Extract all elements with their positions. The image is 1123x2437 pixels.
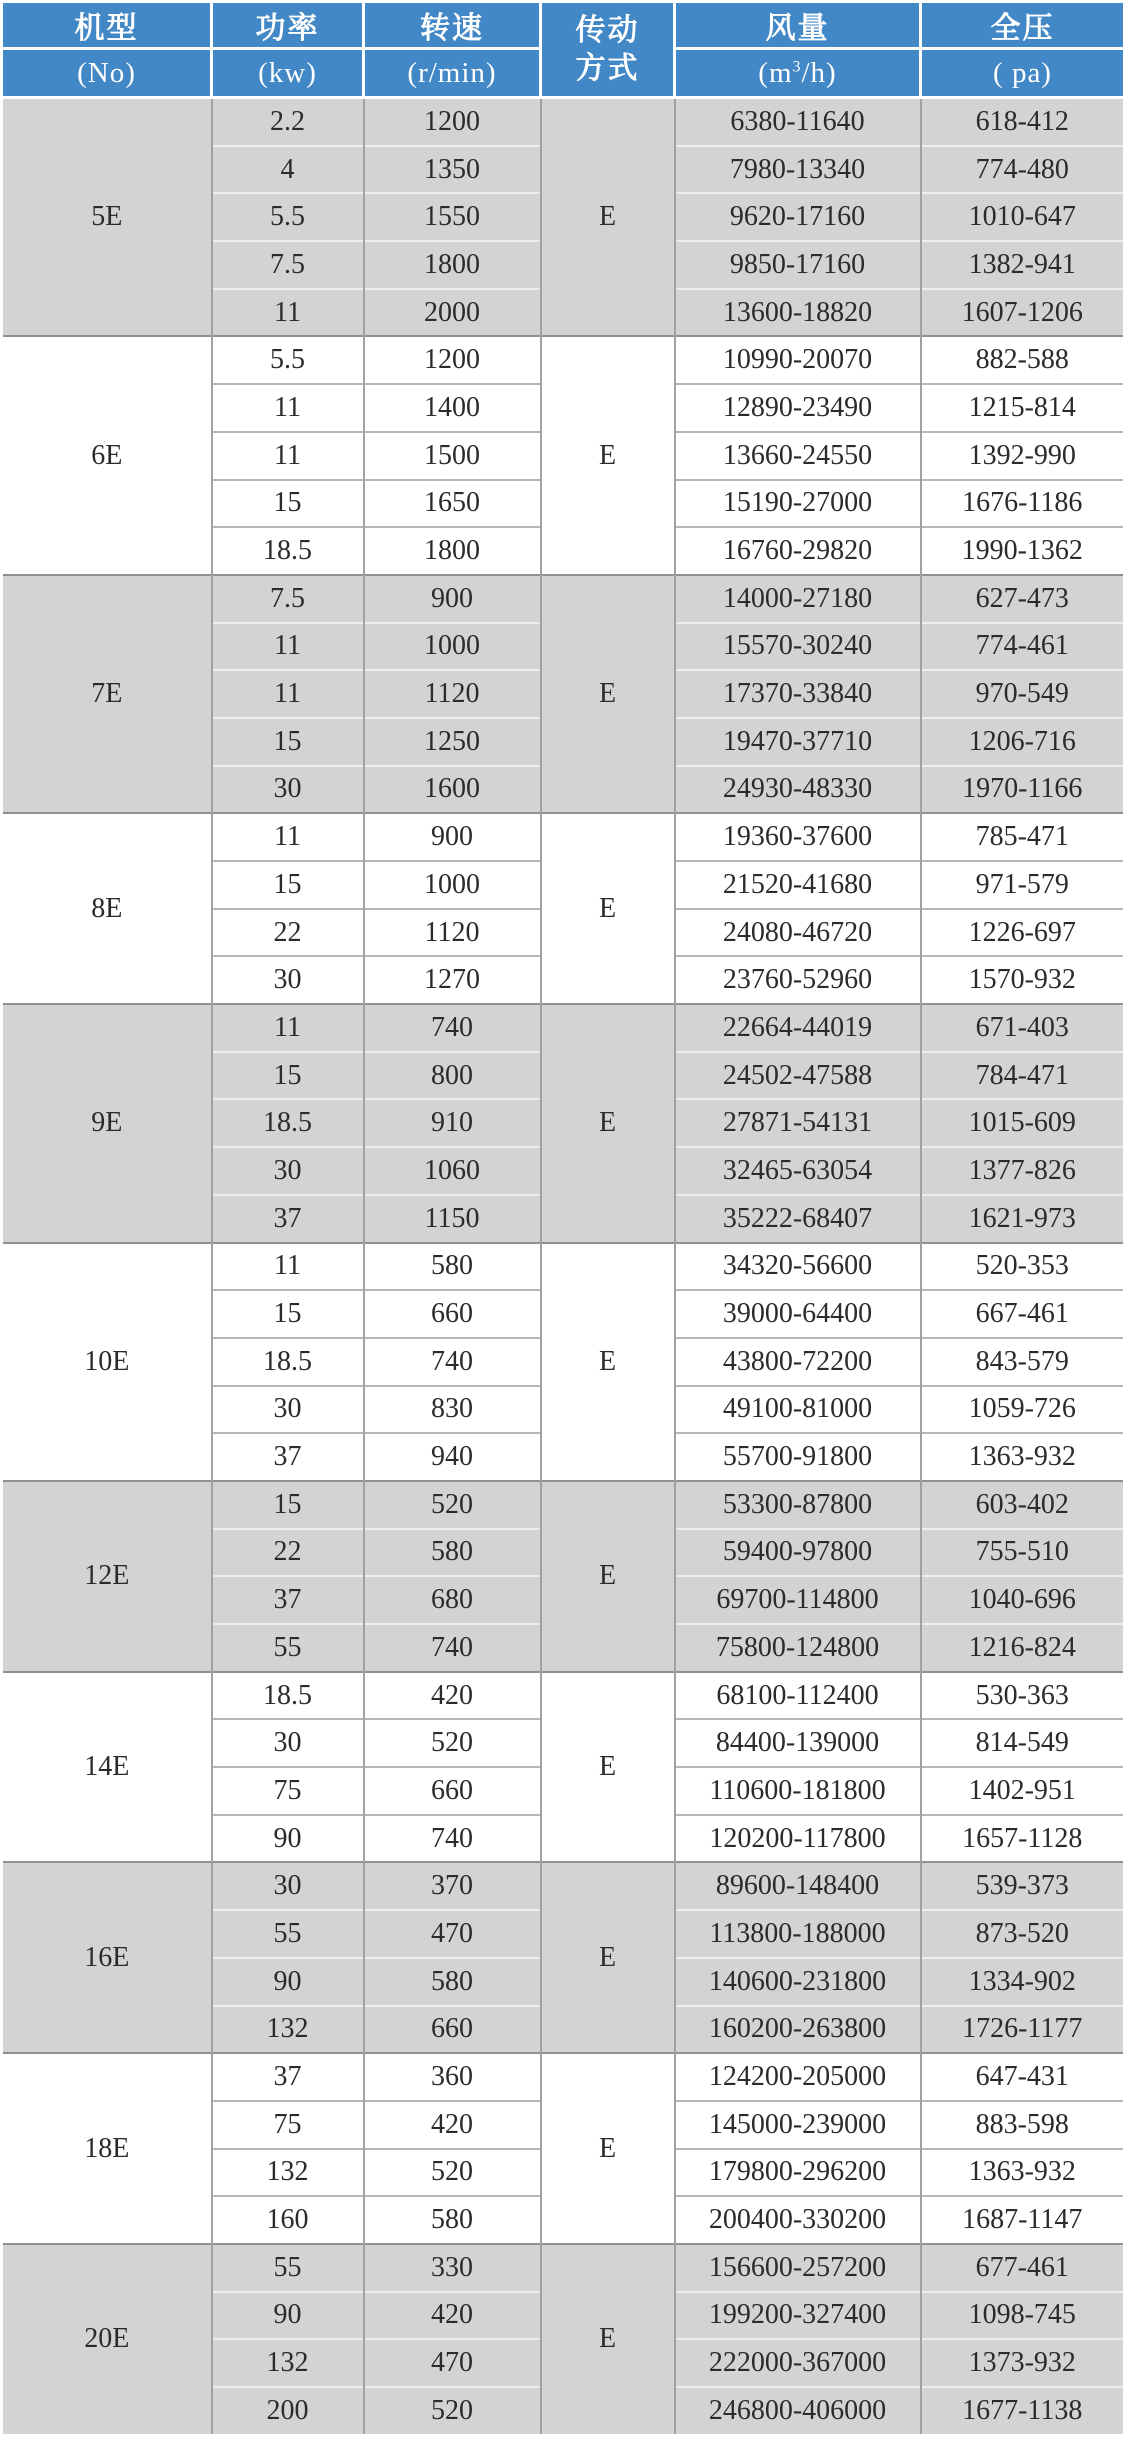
cell-speed: 900 — [364, 575, 541, 623]
table-row — [2, 1243, 1123, 1291]
cell-pressure: 667-461 — [921, 1290, 1123, 1338]
cell-pressure: 882-588 — [921, 336, 1123, 384]
cell-airflow: 32465-63054 — [675, 1147, 921, 1195]
cell-speed: 370 — [364, 1862, 541, 1910]
cell-power: 4 — [212, 146, 364, 194]
cell-airflow: 34320-56600 — [675, 1243, 921, 1291]
cell-power: 11 — [212, 289, 364, 337]
cell-power: 37 — [212, 1433, 364, 1481]
header-power: 功率 — [212, 2, 364, 49]
cell-power: 55 — [212, 1624, 364, 1672]
cell-speed: 1150 — [364, 1195, 541, 1243]
cell-power: 11 — [212, 623, 364, 671]
cell-power: 200 — [212, 2387, 364, 2435]
cell-power: 11 — [212, 384, 364, 432]
cell-power: 5.5 — [212, 336, 364, 384]
cell-pressure: 1215-814 — [921, 384, 1123, 432]
cell-power: 11 — [212, 432, 364, 480]
cell-speed: 1270 — [364, 956, 541, 1004]
cell-pressure: 1970-1166 — [921, 766, 1123, 814]
cell-power: 18.5 — [212, 1672, 364, 1720]
cell-pressure: 1990-1362 — [921, 527, 1123, 575]
cell-power: 30 — [212, 1386, 364, 1434]
header-speed-unit: (r/min) — [364, 49, 541, 98]
cell-speed: 360 — [364, 2053, 541, 2101]
drive-cell: E — [541, 2244, 675, 2435]
cell-airflow: 39000-64400 — [675, 1290, 921, 1338]
cell-power: 37 — [212, 1576, 364, 1624]
cell-pressure: 784-471 — [921, 1052, 1123, 1100]
cell-airflow: 59400-97800 — [675, 1529, 921, 1577]
cell-airflow: 75800-124800 — [675, 1624, 921, 1672]
cell-pressure: 618-412 — [921, 98, 1123, 146]
cell-speed: 910 — [364, 1099, 541, 1147]
cell-pressure: 627-473 — [921, 575, 1123, 623]
cell-airflow: 89600-148400 — [675, 1862, 921, 1910]
cell-speed: 1500 — [364, 432, 541, 480]
cell-pressure: 1363-932 — [921, 1433, 1123, 1481]
table-row — [2, 2053, 1123, 2101]
cell-speed: 420 — [364, 1672, 541, 1720]
cell-power: 132 — [212, 2006, 364, 2054]
cell-pressure: 774-461 — [921, 623, 1123, 671]
cell-speed: 520 — [364, 2387, 541, 2435]
cell-airflow: 24930-48330 — [675, 766, 921, 814]
cell-airflow: 16760-29820 — [675, 527, 921, 575]
cell-power: 75 — [212, 1767, 364, 1815]
cell-power: 2.2 — [212, 98, 364, 146]
cell-power: 18.5 — [212, 527, 364, 575]
cell-speed: 330 — [364, 2244, 541, 2292]
cell-speed: 520 — [364, 2149, 541, 2197]
cell-airflow: 23760-52960 — [675, 956, 921, 1004]
table-body — [2, 98, 1123, 2436]
cell-pressure: 1402-951 — [921, 1767, 1123, 1815]
cell-speed: 1650 — [364, 480, 541, 528]
drive-cell: E — [541, 336, 675, 574]
cell-power: 30 — [212, 1719, 364, 1767]
cell-pressure: 1226-697 — [921, 909, 1123, 957]
cell-airflow: 15190-27000 — [675, 480, 921, 528]
cell-speed: 1400 — [364, 384, 541, 432]
cell-airflow: 179800-296200 — [675, 2149, 921, 2197]
cell-power: 11 — [212, 1004, 364, 1052]
cell-pressure: 539-373 — [921, 1862, 1123, 1910]
cell-airflow: 6380-11640 — [675, 98, 921, 146]
cell-speed: 1250 — [364, 718, 541, 766]
cell-speed: 1200 — [364, 98, 541, 146]
cell-speed: 580 — [364, 1529, 541, 1577]
cell-power: 7.5 — [212, 241, 364, 289]
cell-power: 90 — [212, 2292, 364, 2340]
cell-power: 22 — [212, 909, 364, 957]
table-row — [2, 336, 1123, 384]
cell-speed: 1120 — [364, 909, 541, 957]
cell-power: 11 — [212, 670, 364, 718]
cell-airflow: 10990-20070 — [675, 336, 921, 384]
cell-speed: 740 — [364, 1004, 541, 1052]
cell-speed: 740 — [364, 1624, 541, 1672]
cell-power: 15 — [212, 1481, 364, 1529]
cell-pressure: 1607-1206 — [921, 289, 1123, 337]
cell-speed: 1350 — [364, 146, 541, 194]
cell-pressure: 1373-932 — [921, 2339, 1123, 2387]
cell-power: 18.5 — [212, 1338, 364, 1386]
cell-airflow: 222000-367000 — [675, 2339, 921, 2387]
table-row — [2, 1481, 1123, 1529]
cell-power: 90 — [212, 1815, 364, 1863]
cell-speed: 1060 — [364, 1147, 541, 1195]
cell-speed: 470 — [364, 2339, 541, 2387]
cell-airflow: 120200-117800 — [675, 1815, 921, 1863]
table-row — [2, 1004, 1123, 1052]
cell-pressure: 1334-902 — [921, 1958, 1123, 2006]
cell-power: 15 — [212, 1290, 364, 1338]
cell-airflow: 55700-91800 — [675, 1433, 921, 1481]
cell-pressure: 785-471 — [921, 813, 1123, 861]
cell-speed: 660 — [364, 1767, 541, 1815]
cell-airflow: 24080-46720 — [675, 909, 921, 957]
table-row — [2, 2244, 1123, 2292]
cell-speed: 470 — [364, 1910, 541, 1958]
cell-airflow: 9850-17160 — [675, 241, 921, 289]
header-drive-line1: 传动 — [576, 14, 640, 47]
cell-airflow: 14000-27180 — [675, 575, 921, 623]
cell-power: 11 — [212, 813, 364, 861]
model-cell: 10E — [2, 1243, 212, 1481]
cell-speed: 2000 — [364, 289, 541, 337]
cell-power: 37 — [212, 1195, 364, 1243]
cell-airflow: 43800-72200 — [675, 1338, 921, 1386]
cell-pressure: 1363-932 — [921, 2149, 1123, 2197]
model-cell: 9E — [2, 1004, 212, 1242]
cell-power: 15 — [212, 718, 364, 766]
cell-pressure: 677-461 — [921, 2244, 1123, 2292]
cell-power: 22 — [212, 1529, 364, 1577]
cell-speed: 580 — [364, 1243, 541, 1291]
cell-power: 30 — [212, 1147, 364, 1195]
cell-power: 132 — [212, 2149, 364, 2197]
cell-airflow: 21520-41680 — [675, 861, 921, 909]
drive-cell: E — [541, 2053, 675, 2244]
table-row — [2, 575, 1123, 623]
cell-speed: 580 — [364, 1958, 541, 2006]
cell-airflow: 35222-68407 — [675, 1195, 921, 1243]
cell-power: 160 — [212, 2196, 364, 2244]
cell-airflow: 19360-37600 — [675, 813, 921, 861]
cell-pressure: 520-353 — [921, 1243, 1123, 1291]
model-cell: 14E — [2, 1672, 212, 1863]
cell-power: 7.5 — [212, 575, 364, 623]
cell-pressure: 1726-1177 — [921, 2006, 1123, 2054]
table-row — [2, 1862, 1123, 1910]
cell-pressure: 530-363 — [921, 1672, 1123, 1720]
header-speed: 转速 — [364, 2, 541, 49]
cell-airflow: 145000-239000 — [675, 2101, 921, 2149]
cell-airflow: 49100-81000 — [675, 1386, 921, 1434]
cell-airflow: 160200-263800 — [675, 2006, 921, 2054]
cell-airflow: 7980-13340 — [675, 146, 921, 194]
cell-speed: 740 — [364, 1338, 541, 1386]
cell-airflow: 12890-23490 — [675, 384, 921, 432]
cell-airflow: 124200-205000 — [675, 2053, 921, 2101]
cell-speed: 740 — [364, 1815, 541, 1863]
cell-airflow: 9620-17160 — [675, 193, 921, 241]
cell-airflow: 110600-181800 — [675, 1767, 921, 1815]
cell-speed: 940 — [364, 1433, 541, 1481]
cell-power: 37 — [212, 2053, 364, 2101]
cell-airflow: 17370-33840 — [675, 670, 921, 718]
drive-cell: E — [541, 813, 675, 1004]
cell-pressure: 1392-990 — [921, 432, 1123, 480]
cell-pressure: 1059-726 — [921, 1386, 1123, 1434]
cell-airflow: 19470-37710 — [675, 718, 921, 766]
cell-pressure: 755-510 — [921, 1529, 1123, 1577]
cell-pressure: 1377-826 — [921, 1147, 1123, 1195]
model-cell: 12E — [2, 1481, 212, 1672]
table-row — [2, 98, 1123, 146]
cell-pressure: 647-431 — [921, 2053, 1123, 2101]
cell-power: 30 — [212, 1862, 364, 1910]
header-drive-line2: 方式 — [576, 52, 640, 85]
cell-power: 15 — [212, 1052, 364, 1100]
cell-speed: 580 — [364, 2196, 541, 2244]
cell-power: 11 — [212, 1243, 364, 1291]
cell-speed: 680 — [364, 1576, 541, 1624]
cell-power: 30 — [212, 956, 364, 1004]
cell-airflow: 15570-30240 — [675, 623, 921, 671]
cell-speed: 1550 — [364, 193, 541, 241]
cell-speed: 1800 — [364, 527, 541, 575]
cell-airflow: 140600-231800 — [675, 1958, 921, 2006]
header-row-labels — [2, 2, 1123, 49]
cell-pressure: 843-579 — [921, 1338, 1123, 1386]
cell-pressure: 1206-716 — [921, 718, 1123, 766]
cell-power: 55 — [212, 2244, 364, 2292]
cell-speed: 420 — [364, 2101, 541, 2149]
cell-power: 55 — [212, 1910, 364, 1958]
cell-airflow: 24502-47588 — [675, 1052, 921, 1100]
cell-pressure: 1382-941 — [921, 241, 1123, 289]
header-pressure: 全压 — [921, 2, 1123, 49]
cell-power: 15 — [212, 480, 364, 528]
model-cell: 5E — [2, 98, 212, 337]
header-model-unit: (No) — [2, 49, 212, 98]
cell-power: 132 — [212, 2339, 364, 2387]
cell-pressure: 1687-1147 — [921, 2196, 1123, 2244]
cell-pressure: 970-549 — [921, 670, 1123, 718]
cell-airflow: 68100-112400 — [675, 1672, 921, 1720]
cell-speed: 660 — [364, 2006, 541, 2054]
header-drive — [541, 2, 675, 98]
cell-pressure: 774-480 — [921, 146, 1123, 194]
cell-pressure: 971-579 — [921, 861, 1123, 909]
cell-pressure: 1657-1128 — [921, 1815, 1123, 1863]
header-pressure-unit: ( pa) — [921, 49, 1123, 98]
cell-pressure: 1621-973 — [921, 1195, 1123, 1243]
cell-pressure: 1015-609 — [921, 1099, 1123, 1147]
table-header — [2, 2, 1123, 98]
table-row — [2, 813, 1123, 861]
cell-pressure: 1570-932 — [921, 956, 1123, 1004]
model-cell: 20E — [2, 2244, 212, 2435]
cell-airflow: 246800-406000 — [675, 2387, 921, 2435]
model-cell: 8E — [2, 813, 212, 1004]
cell-power: 90 — [212, 1958, 364, 2006]
cell-pressure: 1010-647 — [921, 193, 1123, 241]
cell-airflow: 22664-44019 — [675, 1004, 921, 1052]
cell-pressure: 603-402 — [921, 1481, 1123, 1529]
cell-speed: 520 — [364, 1481, 541, 1529]
cell-speed: 830 — [364, 1386, 541, 1434]
cell-airflow: 200400-330200 — [675, 2196, 921, 2244]
cell-airflow: 53300-87800 — [675, 1481, 921, 1529]
cell-pressure: 1040-696 — [921, 1576, 1123, 1624]
cell-speed: 660 — [364, 1290, 541, 1338]
drive-cell: E — [541, 1481, 675, 1672]
cell-speed: 1000 — [364, 623, 541, 671]
cell-airflow: 199200-327400 — [675, 2292, 921, 2340]
cell-power: 5.5 — [212, 193, 364, 241]
header-airflow-unit: $(m^3/h)$ — [675, 49, 921, 98]
cell-airflow: 84400-139000 — [675, 1719, 921, 1767]
cell-speed: 1800 — [364, 241, 541, 289]
cell-power: 18.5 — [212, 1099, 364, 1147]
header-airflow: 风量 — [675, 2, 921, 49]
cell-speed: 1600 — [364, 766, 541, 814]
model-cell: 6E — [2, 336, 212, 574]
cell-speed: 900 — [364, 813, 541, 861]
cell-airflow: 13660-24550 — [675, 432, 921, 480]
drive-cell: E — [541, 1672, 675, 1863]
cell-speed: 420 — [364, 2292, 541, 2340]
cell-power: 30 — [212, 766, 364, 814]
header-model: 机型 — [2, 2, 212, 49]
cell-pressure: 814-549 — [921, 1719, 1123, 1767]
cell-airflow: 13600-18820 — [675, 289, 921, 337]
cell-speed: 1200 — [364, 336, 541, 384]
cell-speed: 800 — [364, 1052, 541, 1100]
cell-pressure: 883-598 — [921, 2101, 1123, 2149]
cell-pressure: 1677-1138 — [921, 2387, 1123, 2435]
model-cell: 7E — [2, 575, 212, 813]
cell-pressure: 1098-745 — [921, 2292, 1123, 2340]
cell-airflow: 113800-188000 — [675, 1910, 921, 1958]
table-row — [2, 1672, 1123, 1720]
cell-pressure: 671-403 — [921, 1004, 1123, 1052]
cell-speed: 1000 — [364, 861, 541, 909]
cell-pressure: 1216-824 — [921, 1624, 1123, 1672]
cell-power: 15 — [212, 861, 364, 909]
cell-airflow: 69700-114800 — [675, 1576, 921, 1624]
cell-airflow: 27871-54131 — [675, 1099, 921, 1147]
drive-cell: E — [541, 98, 675, 337]
model-cell: 18E — [2, 2053, 212, 2244]
header-power-unit: (kw) — [212, 49, 364, 98]
model-cell: 16E — [2, 1862, 212, 2053]
cell-pressure: 1676-1186 — [921, 480, 1123, 528]
cell-power: 75 — [212, 2101, 364, 2149]
cell-pressure: 873-520 — [921, 1910, 1123, 1958]
drive-cell: E — [541, 1004, 675, 1242]
cell-speed: 1120 — [364, 670, 541, 718]
cell-speed: 520 — [364, 1719, 541, 1767]
cell-airflow: 156600-257200 — [675, 2244, 921, 2292]
drive-cell: E — [541, 1862, 675, 2053]
drive-cell: E — [541, 575, 675, 813]
drive-cell: E — [541, 1243, 675, 1481]
